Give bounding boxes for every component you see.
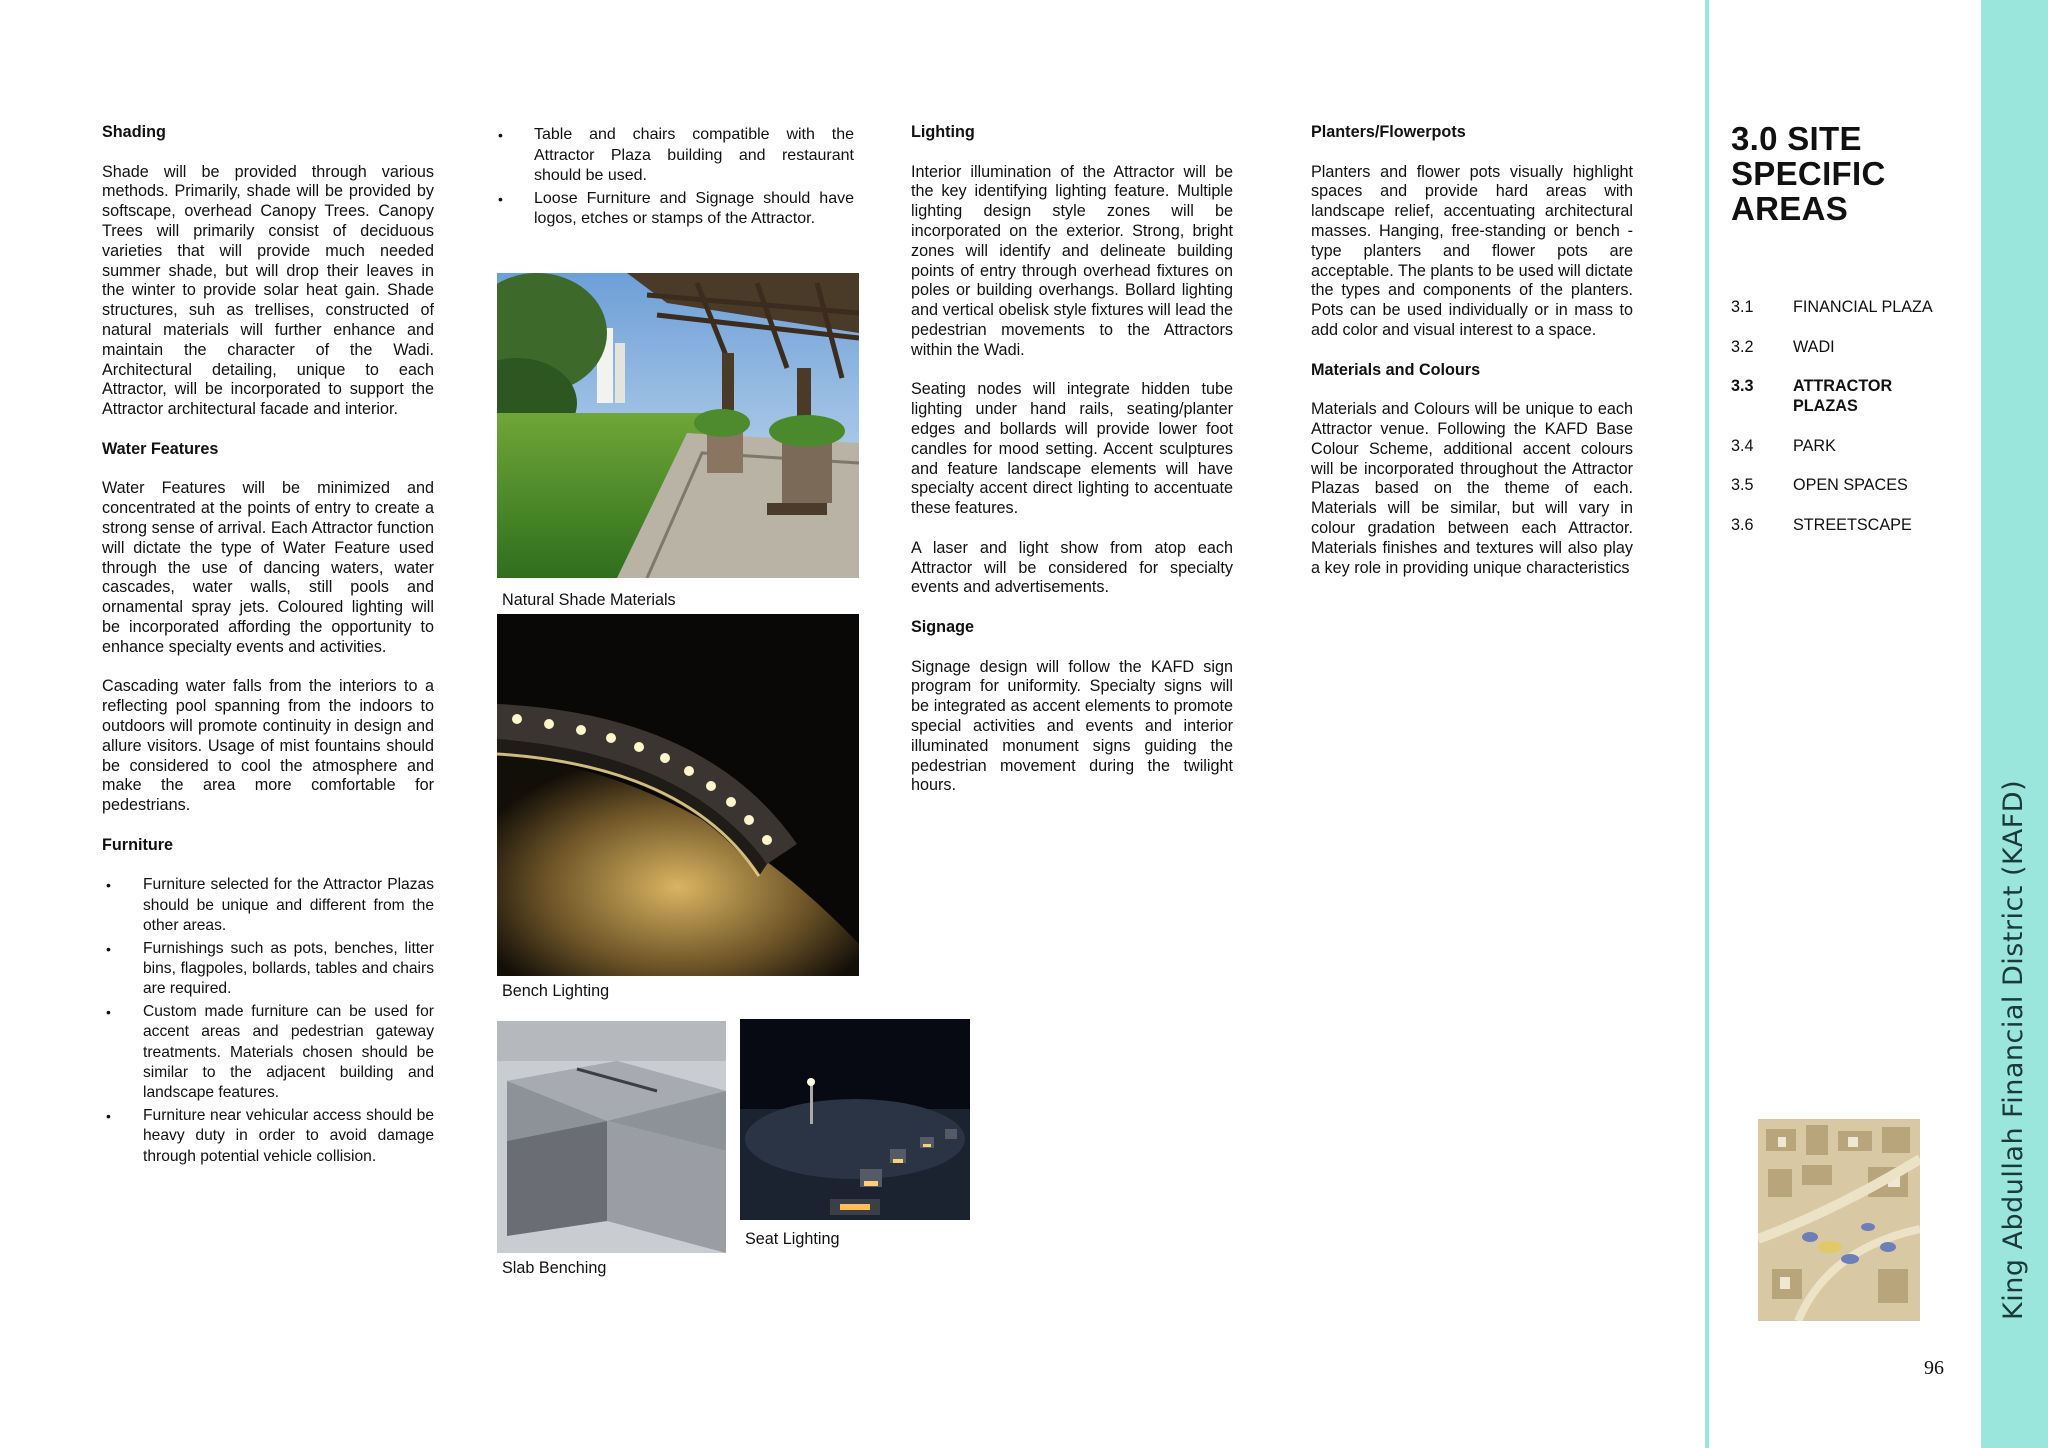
toc-label: STREETSCAPE [1793,516,1912,534]
site-map-thumbnail [1758,1119,1920,1321]
signage-text: Signage design will follow the KAFD sign program for uniformity. Specialty signs will be integrated as accent elements to promote special activities and events and interior illuminated monument signs guiding the pedestrian movement during the twilight hours. [911,657,1233,795]
planters-text: Planters and flower pots visually highlight spaces and provide hard areas with landscape relief, accentuating architectural masses. Hanging, free-standing or bench -type planters and flower pots are acceptable. The plants to be used will dictate the types and components of the planters. Pots can be used individually or in mass to add color and visual interest to a space. [1311,162,1633,339]
furniture-heading: Furniture [102,835,174,854]
toc-label: WADI [1793,338,1835,356]
toc-number: 3.5 [1731,476,1754,494]
toc-label: OPEN SPACES [1793,476,1908,494]
slab-benching-photo [497,1021,726,1253]
toc-number: 3.2 [1731,338,1754,356]
planters-heading: Planters/Flowerpots [1311,123,1466,141]
shading-heading: Shading [102,123,166,141]
lighting-heading: Lighting [911,123,975,141]
toc-label: ATTRACTOR PLAZAS [1793,377,1893,415]
section-title-line: AREAS [1731,190,1849,227]
section-title-line: 3.0 SITE [1731,120,1862,157]
furniture-item: • Furniture selected for the Attractor Plazas should be unique and different from the other areas. [102,875,434,936]
furniture-item: • Furnishings such as pots, benches, litter bins, flagpoles, bollards, tables and chairs are required. [102,939,434,1000]
shading-text: Shade will be provided through various methods. Primarily, shade will be provided by softscape, overhead Canopy Trees. Canopy Trees will primarily consist of deciduous varieties that will provide much needed summer shade, but will drop their leaves in the winter to provide solar heat gain. Shade structures, suh as trellises, constructed of natural materials will further enhance and maintain the character of the Wadi. Architectural detailing, unique to each Attractor, will be incorporated to support the Attractor architectural facade and interior. [102,162,434,419]
furniture-item: • Furniture near vehicular access should be heavy duty in order to avoid damage through potential vehicle collision. [102,1106,434,1167]
column-4 [1311,123,1633,598]
sidebar-divider [1705,0,1709,1448]
lighting-text-2: Seating nodes will integrate hidden tube lighting under hand rails, seating/planter edges and bollards will provide lower foot candles for mood setting. Accent sculptures and feature landscape elements will have specialty accent direct lighting to accentuate these features. [911,380,1233,518]
caption-natural-shade: Natural Shade Materials [502,591,676,609]
natural-shade-photo [497,273,859,578]
section-title-line: SPECIFIC [1731,155,1886,192]
toc-number: 3.3 [1731,377,1754,395]
toc-number: 3.1 [1731,298,1754,316]
furniture-item: • Loose Furniture and Signage should have logos, etches or stamps of the Attractor. [494,189,854,230]
furniture-item: • Custom made furniture can be used for accent areas and pedestrian gateway treatments. Materials chosen should be similar to the adjacent building and landscape features. [102,1002,434,1104]
column-3 [911,123,1233,816]
water-features-heading: Water Features [102,439,219,458]
caption-bench-lighting: Bench Lighting [502,982,610,1000]
water-features-text-1: Water Features will be minimized and concentrated at the points of entry to create a strong sense of arrival. Each Attractor function will dictate the type of Water Feature used through the use of dancing waters, water cascades, water walls, still pools and ornamental spray jets. Coloured lighting will be incorporated affording the opportunity to enhance specialty events and activities. [102,479,434,656]
column-1 [102,123,434,1169]
toc-number: 3.4 [1731,437,1754,455]
column-2 [494,125,854,232]
lighting-text-1: Interior illumination of the Attractor will be the key identifying lighting feature. Multiple lighting design style zones will be incorporated on the exterior. Strong, bright zones will identify and delineate building points of entry through overhead fixtures on poles or building overhangs. Bollard lighting and vertical obelisk style fixtures will lead the pedestrian movements to the Attractors within the Wadi. [911,162,1233,359]
lighting-text-3: A laser and light show from atop each Attractor will be considered for specialty events and advertisements. [911,538,1233,597]
furniture-item: • Table and chairs compatible with the Attractor Plaza building and restaurant should be used. [494,125,854,187]
page-number: 96 [1924,1357,1944,1379]
toc-number: 3.6 [1731,516,1754,534]
toc-label: FINANCIAL PLAZA [1793,298,1933,316]
section-title [1731,121,1886,226]
furniture-list-continued [494,125,854,230]
caption-slab-benching: Slab Benching [502,1259,607,1277]
signage-heading: Signage [911,617,974,636]
materials-heading: Materials and Colours [1311,360,1481,379]
bench-lighting-photo [497,614,859,976]
water-features-text-2: Cascading water falls from the interiors to a reflecting pool spanning from the indoors to outdoors will promote continuity in design and allure visitors. Usage of mist fountains should be considered to cool the atmosphere and make the area more comfortable for pedestrians. [102,677,434,815]
seat-lighting-photo [740,1019,970,1220]
caption-seat-lighting: Seat Lighting [745,1230,840,1248]
materials-text: Materials and Colours will be unique to each Attractor venue. Following the KAFD Base Colour Scheme, additional accent colours will be incorporated throughout the Attractor Plazas based on the theme of each. Materials will be similar, but will vary in colour gradation between each Attractor. Materials finishes and textures will also play a key role in providing unique characteristics [1311,400,1633,577]
toc-label: PARK [1793,437,1836,455]
furniture-list [102,875,434,1167]
document-vertical-title: King Abdullah Financial District (KAFD) [1998,779,2029,1320]
